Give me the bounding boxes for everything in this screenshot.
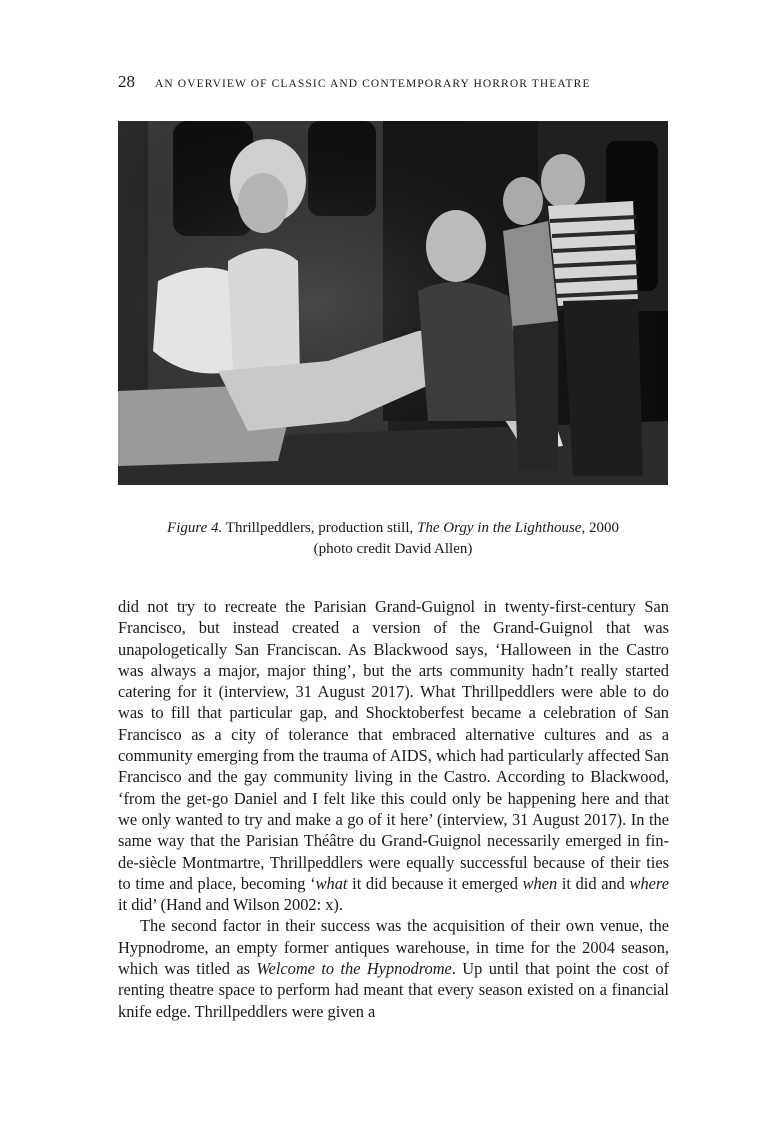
paragraph-2-text-b: . Up until that point the cost of renting theatre space to perform had meant that every season existed on a financial knife edge. Thrillpeddlers were given a xyxy=(118,959,669,1021)
figure-caption xyxy=(118,518,668,560)
paragraph-1 xyxy=(118,596,669,915)
running-title: AN OVERVIEW OF CLASSIC AND CONTEMPORARY HORROR THEATRE xyxy=(155,78,591,90)
caption-credit: (photo credit David Allen) xyxy=(313,541,473,557)
caption-company: Thrillpeddlers, production still, xyxy=(225,520,414,536)
emphasis-what: what xyxy=(315,873,348,893)
production-still-photo xyxy=(118,121,668,485)
caption-label: Figure 4. xyxy=(167,520,223,536)
paragraph-1-text-a: did not try to recreate the Parisian Grand-Guignol in twenty-first-century San Francisco, but instead created a version of the Grand-Guignol that was unapologetically San Franciscan. As Blackwood says, ‘Halloween in the Castro was always a major, major thing’, but the arts community hadn’t really started catering for it (interview, 31 August 2017). What Thrillpeddlers were able to do was to fill that particular gap, and Shocktoberfest became a celebration of San Francisco as a city of tolerance that embraced alternative cultures and as a community emerging from the trauma of AIDS, which had particularly affected San Francisco and the gay community living in the Castro. According to Blackwood, ‘from the get-go Daniel and I felt like this could only be happening here and that we only wanted to try and make a go of it here’ (interview, 31 August 2017). In the same way that the Parisian Théâtre du Grand-Guignol necessarily emerged in fin-de-siècle Montmartre, Thrillpeddlers were equally successful because of their ties to time and place, becoming ‘ xyxy=(118,597,669,893)
paragraph-1-text-d: it did’ (Hand and Wilson 2002: x). xyxy=(118,895,343,915)
paragraph-1-text-c: it did and xyxy=(557,873,630,893)
caption-title: The Orgy in the Lighthouse xyxy=(417,520,582,536)
photo-illustration xyxy=(118,121,668,485)
running-head xyxy=(118,72,678,92)
emphasis-hypnodrome-title: Welcome to the Hypnodrome xyxy=(256,959,452,979)
paragraph-1-text-b: it did because it emerged xyxy=(347,873,523,893)
emphasis-where: where xyxy=(629,873,669,893)
body-text xyxy=(118,596,669,1022)
paragraph-2 xyxy=(118,915,669,1021)
caption-line-1 xyxy=(118,518,668,539)
page-number: 28 xyxy=(118,72,135,91)
emphasis-when: when xyxy=(522,873,558,893)
caption-year: , 2000 xyxy=(581,520,619,536)
paragraph-2-text-a: The second factor in their success was the acquisition of their own venue, the Hypnodrome, an empty former antiques warehouse, in time for the 2004 season, which was titled as xyxy=(118,916,669,979)
